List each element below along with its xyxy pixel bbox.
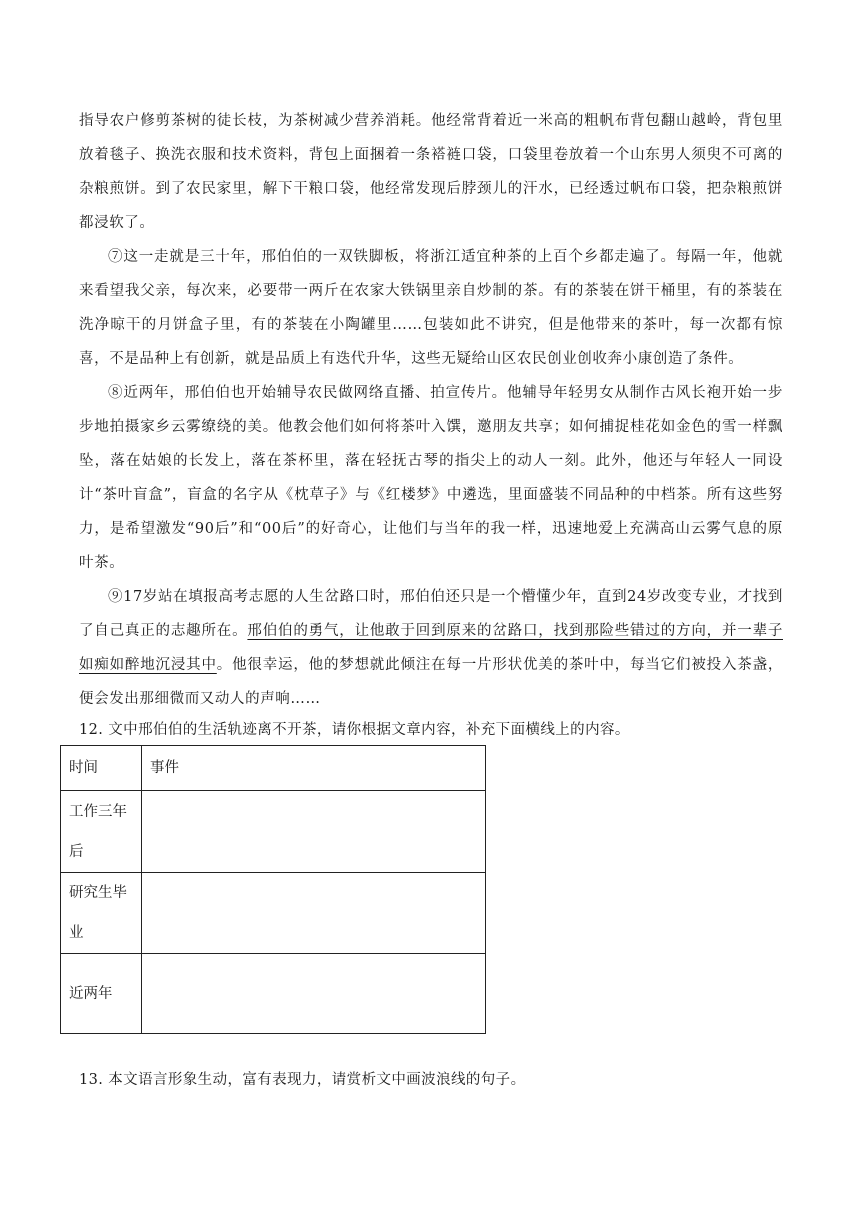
paragraph-7: ⑦这一走就是三十年，邢伯伯的一双铁脚板，将浙江适宜种茶的上百个乡都走遍了。每隔一年，他就来看望我父亲，每次来，必要带一两斤在农家大铁锅里亲自炒制的茶。有的茶装在饼干桶里，有的茶装在洗净晾干的月饼盒子里，有的茶装在小陶罐里……包装如此不讲究，但是他带来的茶叶，每一次都有惊喜，不是品种上有创新，就是品质上有迭代升华，这些无疑给山区农民创业创收奔小康创造了条件。 — [79, 249, 783, 367]
time-cell: 研究生毕业 — [61, 873, 142, 954]
time-cell: 工作三年后 — [61, 791, 142, 873]
timeline-table — [60, 745, 486, 1034]
event-answer-cell[interactable] — [142, 954, 486, 1034]
reading-passage — [79, 104, 783, 716]
question-13: 13. 本文语言形象生动，富有表现力，请赏析文中画波浪线的句子。 — [79, 1072, 526, 1088]
table-row — [61, 873, 486, 954]
time-cell: 近两年 — [61, 954, 142, 1034]
event-answer-cell[interactable] — [142, 791, 486, 873]
paragraph-9-text-start: ⑨17岁站在填报高考志愿的人生岔路口时，邢伯伯还只是一个懵懂少年，直到24岁改变专业，才找到了自己真正的志趣所在。 — [79, 589, 783, 639]
event-answer-cell[interactable] — [142, 873, 486, 954]
paragraph-8: ⑧近两年，邢伯伯也开始辅导农民做网络直播、拍宣传片。他辅导年轻男女从制作古风长袍开始一步步地拍摄家乡云雾缭绕的美。他教会他们如何将茶叶入馔，邀朋友共享；如何捕捉桂花如金色的雪一样飘坠，落在姑娘的长发上，落在茶杯里，落在轻抚古琴的指尖上的动人一刻。此外，他还与年轻人一同设计“茶叶盲盒”，盲盒的名字从《枕草子》与《红楼梦》中遴选，里面盛装不同品种的中档茶。所有这些努力，是希望激发“90后”和“00后”的好奇心，让他们与当年的我一样，迅速地爱上充满高山云雾气息的原叶茶。 — [79, 385, 783, 571]
table-row — [61, 954, 486, 1034]
table-header-row — [61, 746, 486, 791]
paragraph-continued: 指导农户修剪茶树的徒长枝，为茶树减少营养消耗。他经常背着近一米高的粗帆布背包翻山越岭，背包里放着毯子、换洗衣服和技术资料，背包上面捆着一条褡裢口袋，口袋里卷放着一个山东男人须臾不可离的杂粮煎饼。到了农民家里，解下干粮口袋，他经常发现后脖颈儿的汗水，已经透过帆布口袋，把杂粮煎饼都浸软了。 — [79, 113, 783, 231]
paragraph-9 — [79, 580, 783, 716]
paragraph-9-text-end: 。他很幸运，他的梦想就此倾注在每一片形状优美的茶叶中，每当它们被投入茶盏，便会发出那细微而又动人的声响…… — [79, 657, 783, 707]
header-time: 时间 — [61, 746, 142, 791]
question-12: 12. 文中邢伯伯的生活轨迹离不开茶，请你根据文章内容，补充下面横线上的内容。 — [79, 722, 630, 738]
header-event: 事件 — [142, 746, 486, 791]
table-row — [61, 791, 486, 873]
wavy-underlined-sentence: 邢伯伯的勇气，让他敢于回到原来的岔路口，找到那险些错过的方向，并一辈子如痴如醉地沉浸其中 — [79, 623, 783, 673]
